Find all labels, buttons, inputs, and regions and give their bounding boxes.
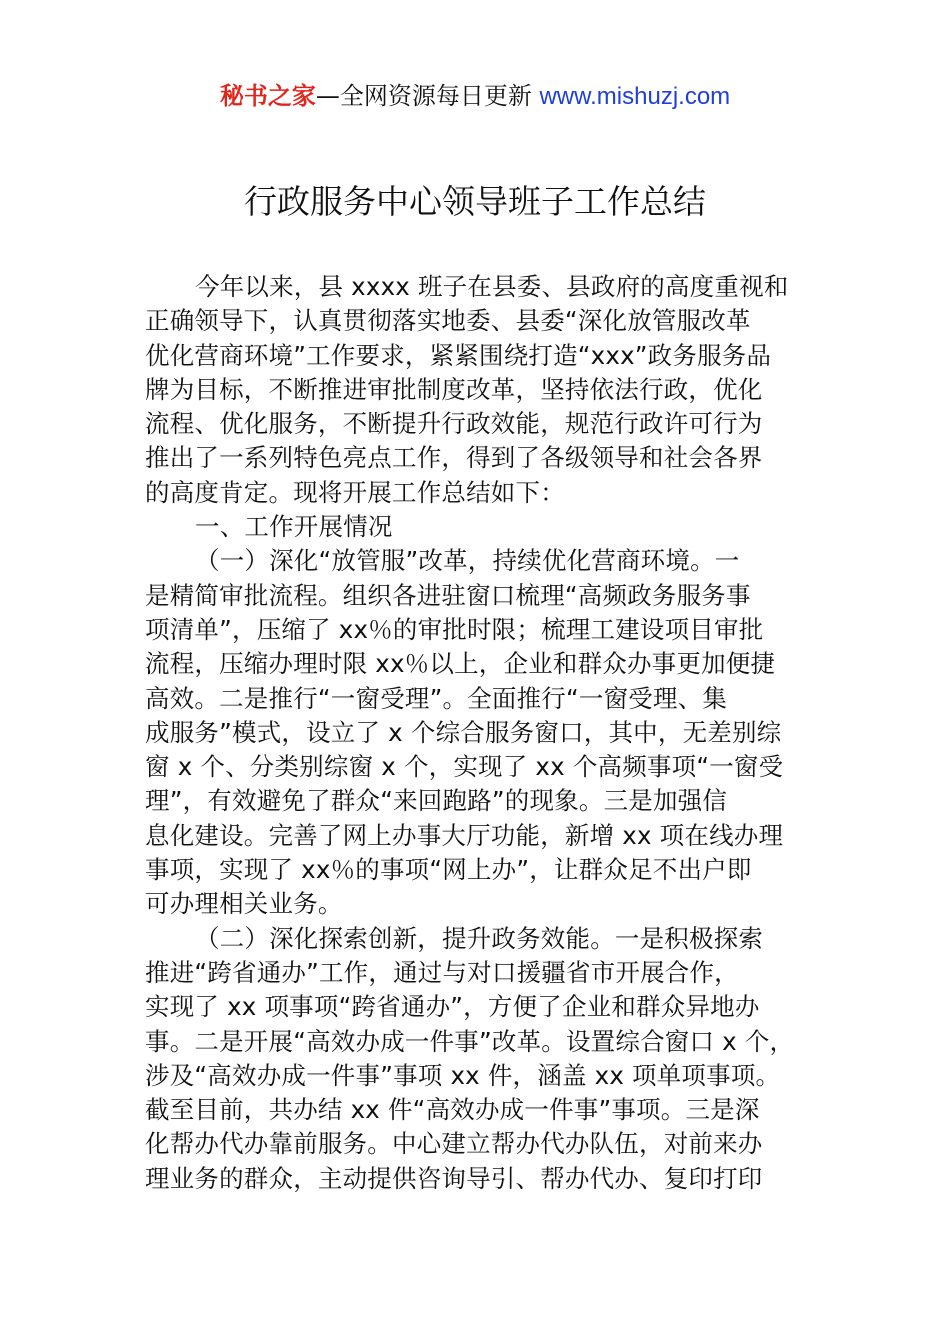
paragraph-line: 流程，压缩办理时限 xx％以上，企业和群众办事更加便捷: [145, 649, 776, 679]
paragraph-line: 事项，实现了 xx％的事项“网上办”，让群众足不出户即: [145, 855, 752, 885]
paragraph-line: 实现了 xx 项事项“跨省通办”，方便了企业和群众异地办: [145, 992, 760, 1022]
paragraph-line: 理业务的群众，主动提供咨询导引、帮办代办、复印打印: [145, 1163, 763, 1193]
paragraph-line: 息化建设。完善了网上办事大厅功能，新增 xx 项在线办理: [145, 820, 784, 850]
paragraph-line: 正确领导下，认真贯彻落实地委、县委“深化放管服改革: [145, 306, 751, 336]
paragraph-line: 项清单”，压缩了 xx％的审批时限；梳理工建设项目审批: [145, 614, 764, 644]
paragraph-line: 截至目前，共办结 xx 件“高效办成一件事”事项。三是深: [145, 1095, 760, 1125]
paragraph-line: 是精简审批流程。组织各进驻窗口梳理“高频政务服务事: [145, 580, 751, 610]
paragraph-line: （二）深化探索创新，提升政务效能。一是积极探索: [195, 923, 764, 953]
paragraph-line: 事。二是开展“高效办成一件事”改革。设置综合窗口 x 个，: [145, 1026, 795, 1056]
header-tagline: —全网资源每日更新: [315, 82, 540, 110]
paragraph-line: 推出了一系列特色亮点工作，得到了各级领导和社会各界: [145, 443, 763, 473]
paragraph-line: 牌为目标，不断推进审批制度改革，坚持依法行政，优化: [145, 374, 763, 404]
document-body: [145, 270, 815, 1196]
paragraph-line: （一）深化“放管服”改革，持续优化营商环境。一: [195, 546, 740, 576]
site-url-link[interactable]: www.mishuzj.com: [539, 83, 731, 110]
document-title: 行政服务中心领导班子工作总结: [244, 182, 706, 221]
paragraph-line: 的高度肯定。现将开展工作总结如下：: [145, 477, 565, 507]
section-heading: 一、工作开展情况: [195, 512, 393, 542]
paragraph-line: 今年以来，县 xxxx 班子在县委、县政府的高度重视和: [195, 272, 789, 301]
paragraph-line: 理”，有效避免了群众“来回跑路”的现象。三是加强信: [145, 786, 728, 816]
site-header: [0, 80, 950, 113]
paragraph-line: 可办理相关业务。: [145, 889, 343, 919]
paragraph-line: 成服务”模式，设立了 x 个综合服务窗口，其中，无差别综: [145, 717, 782, 747]
paragraph-line: 涉及“高效办成一件事”事项 xx 件，涵盖 xx 项单项事项。: [145, 1060, 781, 1090]
paragraph-line: 化帮办代办靠前服务。中心建立帮办代办队伍，对前来办: [145, 1129, 763, 1159]
paragraph-line: 推进“跨省通办”工作，通过与对口援疆省市开展合作，: [145, 957, 739, 987]
paragraph-line: 窗 x 个、分类别综窗 x 个，实现了 xx 个高频事项“一窗受: [145, 752, 784, 782]
paragraph-line: 高效。二是推行“一窗受理”。全面推行“一窗受理、集: [145, 683, 728, 713]
paragraph-line: 流程、优化服务，不断提升行政效能，规范行政许可行为: [145, 409, 763, 439]
paragraph-line: 优化营商环境”工作要求，紧紧围绕打造“xxx”政务服务品: [145, 340, 772, 370]
brand-name: 秘书之家: [219, 82, 316, 110]
